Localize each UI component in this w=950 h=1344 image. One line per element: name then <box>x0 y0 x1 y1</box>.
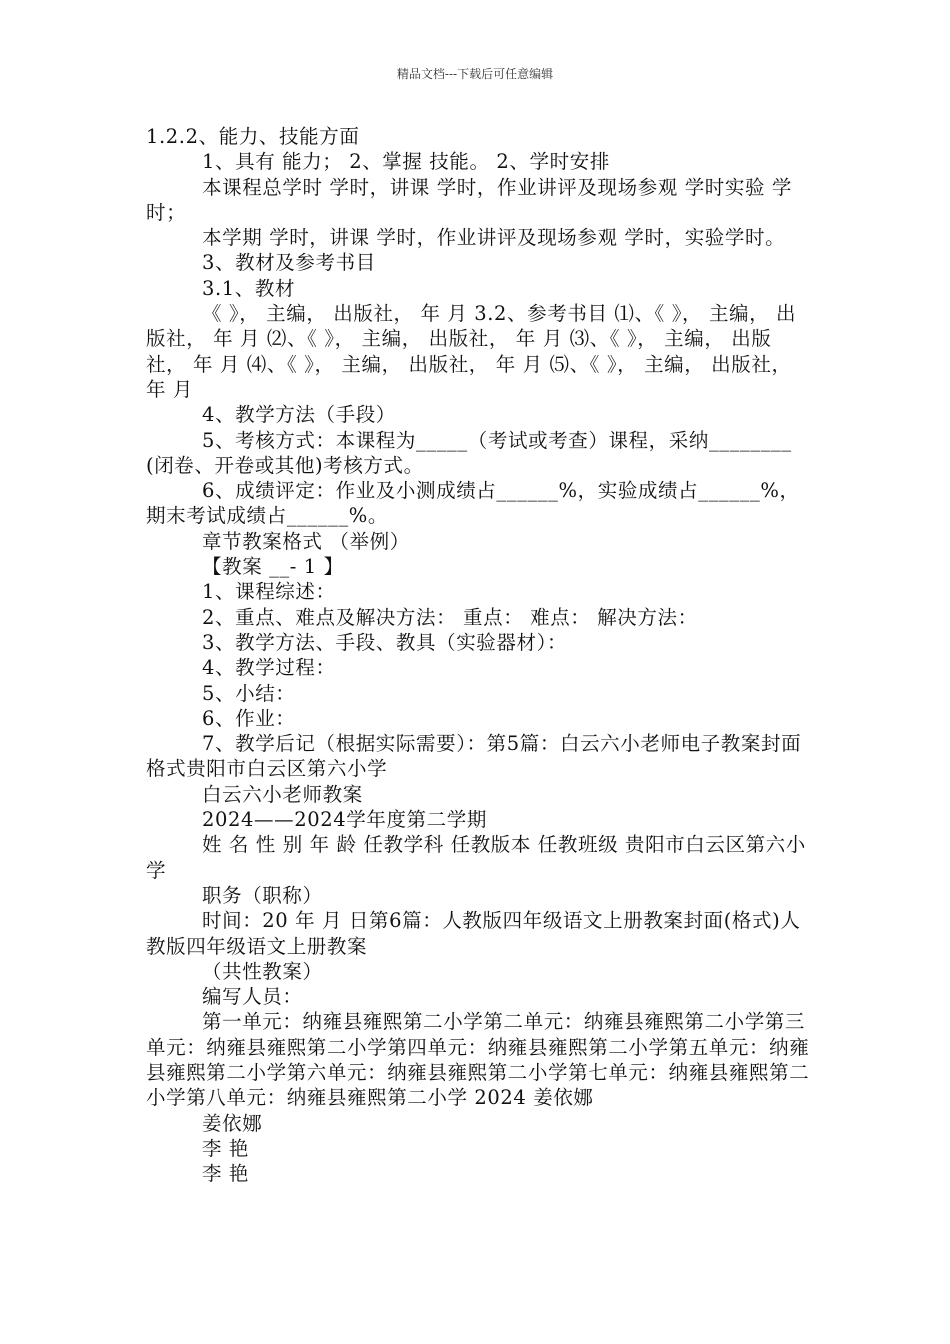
paragraph: 3、教材及参考书目 <box>202 251 376 275</box>
paragraph: （共性教案） <box>202 959 323 983</box>
paragraph: 3、教学方法、手段、教具（实验器材）： <box>202 630 568 654</box>
paragraph: 4、教学方法（手段） <box>202 403 396 427</box>
paragraph: 1、课程综述： <box>202 580 336 604</box>
paragraph: 6、成绩评定：作业及小测成绩占______%，实验成绩占______%，期末考试成绩占______%。 <box>146 479 800 528</box>
paragraph: 李 艳 <box>202 1162 249 1186</box>
paragraph: 编写人员： <box>202 985 303 1009</box>
paragraph: 4、教学过程： <box>202 656 336 680</box>
paragraph: 章节教案格式 （举例） <box>202 529 410 553</box>
paragraph: 姓 名 性 别 年 龄 任教学科 任教版本 任教班级 贵阳市白云区第六小学 <box>146 833 806 882</box>
paragraph: 7、教学后记（根据实际需要）：第5篇：白云六小老师电子教案封面格式贵阳市白云区第六小学 <box>146 732 802 781</box>
paragraph: 3.1、教材 <box>202 276 296 300</box>
paragraph: 时间：20 年 月 日第6篇：人教版四年级语文上册教案封面(格式)人教版四年级语文上册教案 <box>146 909 801 958</box>
paragraph: 2、重点、难点及解决方法： 重点： 难点： 解决方法： <box>202 605 698 629</box>
paragraph: 本课程总学时 学时，讲课 学时，作业讲评及现场参观 学时实验 学时； <box>146 175 792 224</box>
paragraph: 姜依娜 <box>202 1111 263 1135</box>
section-heading: 1.2.2、能力、技能方面 <box>146 125 360 148</box>
paragraph: 《 》， 主编， 出版社， 年 月 3.2、参考书目 ⑴、《 》， 主编， 出版社， 年 月 ⑵、《 》， 主编， 出版社， 年 月 ⑶、《 》， 主编， 出版社， 年 月 ⑷、《 》， 主编， 出版社， 年 月 ⑸、《 》， 主编， 出版社， 年 月 <box>146 302 797 401</box>
paragraph: 职务（职称） <box>202 883 323 907</box>
paragraph: 本学期 学时，讲课 学时，作业讲评及现场参观 学时，实验学时。 <box>202 226 786 250</box>
paragraph: 第一单元：纳雍县雍熙第二小学第二单元：纳雍县雍熙第二小学第三单元：纳雍县雍熙第二小学第四单元：纳雍县雍熙第二小学第五单元：纳雍县雍熙第二小学第六单元：纳雍县雍熙第二小学第七单元：纳雍县雍熙第二小学第八单元：纳雍县雍熙第二小学 2024 姜依娜 <box>146 1010 810 1110</box>
paragraph: 1、具有 能力； 2、掌握 技能。 2、学时安排 <box>202 150 610 174</box>
paragraph: 白云六小老师教案 <box>202 782 363 806</box>
paragraph: 2024——2024学年度第二学期 <box>202 808 487 832</box>
paragraph: 5、小结： <box>202 681 296 705</box>
paragraph: 【教案 __- 1 】 <box>202 555 344 579</box>
document-body <box>146 124 810 1186</box>
page-header: 精品文档---下载后可任意编辑 <box>396 67 554 81</box>
paragraph: 5、考核方式：本课程为_____（考试或考查）课程，采纳________(闭卷、开卷或其他)考核方式。 <box>146 428 792 477</box>
paragraph: 6、作业： <box>202 706 296 730</box>
paragraph: 李 艳 <box>202 1136 249 1160</box>
